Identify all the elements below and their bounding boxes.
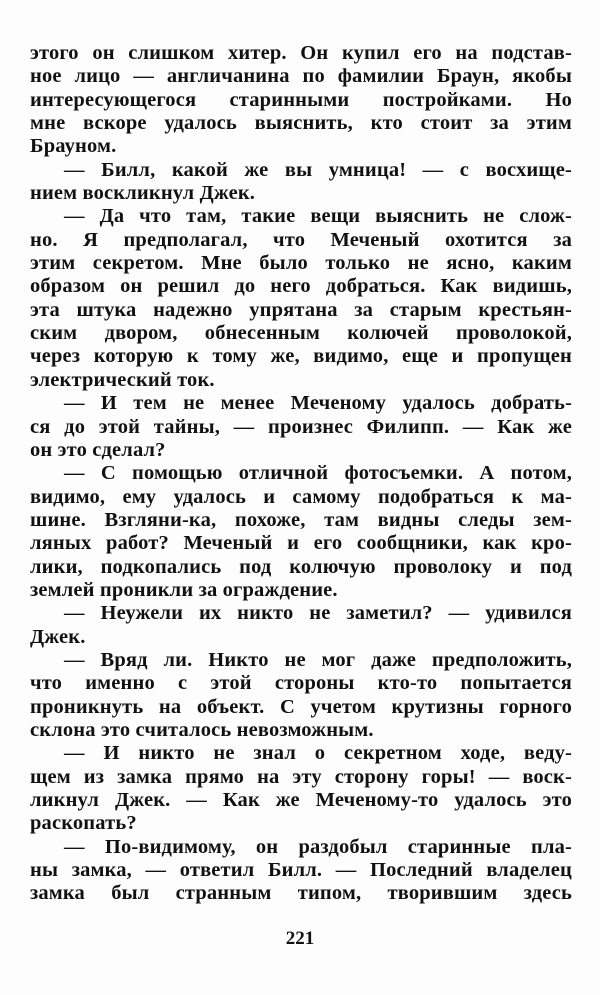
text-line: — По-видимому, он раздобыл старинные пла-: [64, 835, 572, 858]
text-line: ским двором, обнесенным колючей проволокой,: [30, 322, 572, 345]
text-line: лики, подкопались под колючую проволоку и под: [30, 555, 572, 578]
page-text: [30, 42, 572, 906]
text-line: эта штука надежно упрятана за старым крестьян-: [30, 298, 572, 321]
text-line: ляных работ? Меченый и его сообщники, как кро-: [30, 532, 572, 555]
text-line: мне вскоре удалось выяснить, кто стоит за этим: [30, 112, 572, 135]
text-line: проникнуть на объект. С учетом крутизны горного: [30, 695, 572, 718]
text-line: ное лицо — англичанина по фамилии Браун, якобы: [30, 65, 572, 88]
text-line: — Вряд ли. Никто не мог даже предположить,: [64, 648, 572, 671]
text-line: щем из замка прямо на эту сторону горы! — воск-: [30, 765, 572, 788]
text-line: склона это считалось невозможным.: [30, 718, 374, 741]
text-line: землей проникли за ограждение.: [30, 578, 338, 601]
text-line: Брауном.: [30, 135, 117, 158]
text-line: нием воскликнул Джек.: [30, 182, 256, 205]
text-line: этого он слишком хитер. Он купил его на подстав-: [30, 42, 572, 64]
text-line: — Да что там, такие вещи выяснить не слож-: [64, 205, 572, 228]
text-line: он это сделал?: [30, 438, 166, 461]
text-line: электрический ток.: [30, 368, 215, 391]
text-line: этим секретом. Мне было только не ясно, каким: [30, 252, 572, 275]
text-line: — Билл, какой же вы умница! — с восхище-: [64, 158, 572, 181]
text-line: — Неужели их никто не заметил? — удивился: [64, 602, 572, 625]
text-line: раскопать?: [30, 812, 137, 835]
text-line: Джек.: [30, 625, 86, 648]
text-line: — С помощью отличной фотосъемки. А потом,: [64, 462, 572, 485]
text-line: через которую к тому же, видимо, еще и пропущен: [30, 345, 572, 368]
text-line: замка был странным типом, творившим здесь: [30, 882, 572, 905]
text-line: но. Я предполагал, что Меченый охотится за: [30, 228, 572, 251]
text-line: ся до этой тайны, — произнес Филипп. — Как же: [30, 415, 572, 438]
text-line: — И тем не менее Меченому удалось добрать-: [64, 392, 572, 415]
text-line: образом он решил до него добраться. Как видишь,: [30, 275, 572, 298]
text-line: шине. Взгляни-ка, похоже, там видны следы зем-: [30, 508, 572, 531]
text-line: ны замка, — ответил Билл. — Последний владелец: [30, 859, 572, 882]
text-line: ликнул Джек. — Как же Меченому-то удалось это: [30, 789, 572, 811]
text-line: — И никто не знал о секретном ходе, веду-: [64, 742, 572, 765]
page-number: 221: [285, 928, 315, 949]
text-line: видимо, ему удалось и самому подобраться к ма-: [30, 485, 572, 508]
text-line: что именно с этой стороны кто-то попытается: [30, 672, 572, 695]
text-line: интересующегося старинными постройками. Но: [30, 88, 572, 111]
